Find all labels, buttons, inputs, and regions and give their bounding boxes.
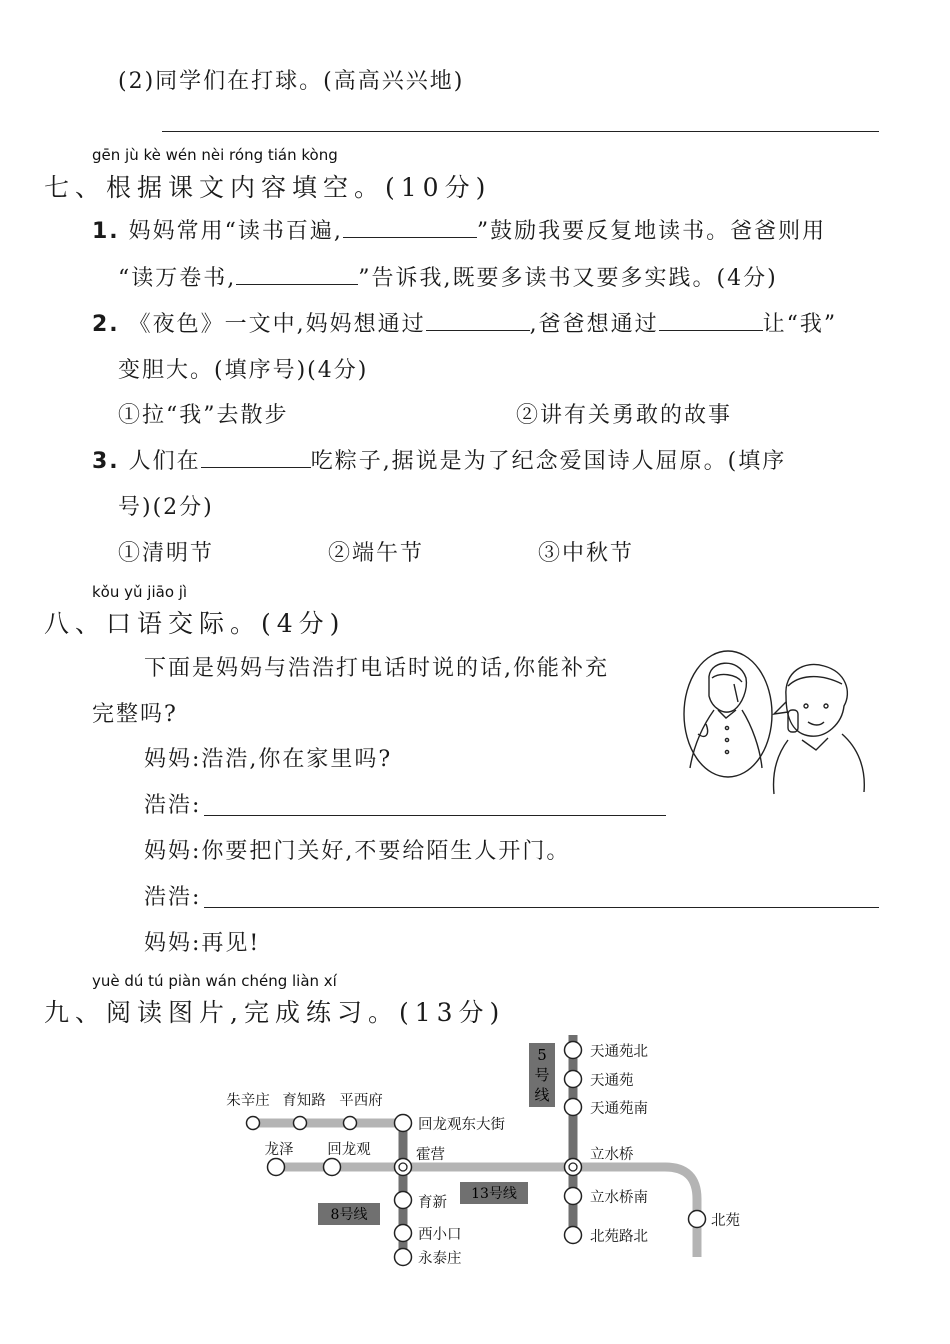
section7-title: 七、根据课文内容填空。(10分) [44, 173, 492, 202]
station-label-huilongguandongdajie: 回龙观东大街 [418, 1117, 505, 1133]
station-label-xixiaokou: 西小口 [418, 1227, 462, 1243]
station-label-yuxin: 育新 [418, 1195, 447, 1211]
station-label-lishuiqiao: 立水桥 [590, 1147, 634, 1163]
dialogue-mom-1: 妈妈:浩浩,你在家里吗? [144, 747, 393, 772]
line-5-label-3: 线 [534, 1086, 550, 1104]
station-huilongguandongdajie[interactable] [395, 1115, 412, 1132]
section7-pinyin: gēn jù kè wén nèi róng tián kòng [92, 146, 338, 164]
q1-text-a: 妈妈常用“读书百遍, [128, 219, 343, 244]
q3-option-1: ①清明节 [118, 541, 215, 566]
q3-number: 3. [92, 449, 120, 474]
q2-text-c: 让“我” [762, 312, 838, 337]
q3-option-3: ③中秋节 [538, 541, 635, 566]
q3-line1 [92, 444, 786, 475]
station-yuxin[interactable] [395, 1192, 412, 1209]
q3-text-a: 人们在 [128, 449, 201, 474]
station-longze[interactable] [268, 1159, 285, 1176]
station-huoying[interactable] [395, 1159, 412, 1176]
sentence-item-2: (2)同学们在打球。(高高兴兴地) [118, 69, 465, 94]
station-zhuxinzhuang[interactable] [247, 1117, 260, 1130]
q3-line2: 号)(2分) [118, 495, 214, 520]
q1-line2 [118, 261, 778, 292]
q1-text-d: ”告诉我,既要多读书又要多实践。(4分) [358, 266, 778, 291]
station-label-tiantongyuanbei: 天通苑北 [590, 1044, 648, 1060]
line-5-label-2: 号 [534, 1066, 550, 1084]
section9-title: 九、阅读图片,完成练习。(13分) [44, 998, 506, 1027]
dialogue-haohao-2: 浩浩: [144, 885, 202, 910]
q2-number: 2. [92, 312, 120, 337]
q3-blank[interactable] [201, 447, 311, 468]
station-lishuiqiao[interactable] [565, 1159, 582, 1176]
q2-option-1: ①拉“我”去散步 [118, 403, 289, 428]
answer-line-haohao-1[interactable] [204, 815, 666, 816]
q1-blank-2[interactable] [236, 264, 358, 285]
station-tiantongyuan[interactable] [565, 1071, 582, 1088]
q2-option-2: ②讲有关勇敢的故事 [516, 403, 733, 428]
station-label-tiantongyuan: 天通苑 [590, 1073, 634, 1089]
section9-pinyin: yuè dú tú piàn wán chéng liàn xí [92, 972, 337, 990]
q2-blank-2[interactable] [659, 310, 763, 331]
station-xixiaokou[interactable] [395, 1225, 412, 1242]
q2-line1 [92, 307, 837, 338]
q2-text-a: 《夜色》一文中,妈妈想通过 [128, 312, 426, 337]
dialogue-mom-2: 妈妈:你要把门关好,不要给陌生人开门。 [144, 839, 571, 864]
station-label-tiantongyuannan: 天通苑南 [590, 1101, 648, 1117]
line-5-label-1: 5 [537, 1046, 547, 1064]
q1-blank-1[interactable] [343, 217, 477, 238]
station-label-beiyuanlubei: 北苑路北 [590, 1229, 648, 1245]
q3-text-b: 吃粽子,据说是为了纪念爱国诗人屈原。(填序 [310, 449, 787, 474]
station-label-huilongguan: 回龙观 [327, 1142, 371, 1158]
station-huilongguan[interactable] [324, 1159, 341, 1176]
q2-line2: 变胆大。(填序号)(4分) [118, 358, 369, 383]
section8-intro-2: 完整吗? [92, 702, 178, 727]
answer-line-haohao-2[interactable] [204, 907, 879, 908]
dialogue-haohao-1: 浩浩: [144, 793, 202, 818]
q3-option-2: ②端午节 [328, 541, 425, 566]
line-8-label: 8号线 [330, 1207, 368, 1223]
station-label-longze: 龙泽 [264, 1142, 294, 1158]
station-label-zhuxinzhuang: 朱辛庄 [226, 1093, 270, 1109]
q2-blank-1[interactable] [426, 310, 530, 331]
phone-call-illustration [676, 644, 870, 796]
q1-line1 [92, 214, 826, 245]
answer-line-sentence-2[interactable] [162, 131, 879, 132]
station-label-huoying: 霍营 [416, 1147, 445, 1163]
q1-text-b: ”鼓励我要反复地读书。爸爸则用 [476, 219, 827, 244]
q1-text-c: “读万卷书, [118, 266, 237, 291]
station-tiantongyuannan[interactable] [565, 1099, 582, 1116]
line-13-label: 13号线 [471, 1186, 517, 1202]
station-tiantongyuanbei[interactable] [565, 1042, 582, 1059]
dialogue-mom-3: 妈妈:再见! [144, 931, 261, 956]
station-yongtaizhuang[interactable] [395, 1249, 412, 1266]
subway-map [0, 1025, 950, 1270]
section8-title: 八、口语交际。(4分) [44, 609, 346, 638]
station-label-pingxifu: 平西府 [339, 1093, 383, 1109]
station-pingxifu[interactable] [344, 1117, 357, 1130]
station-label-beiyuan: 北苑 [711, 1213, 740, 1229]
q2-text-b: ,爸爸想通过 [529, 312, 659, 337]
station-label-lishuiqiaonan: 立水桥南 [590, 1190, 648, 1206]
station-lishuiqiaonan[interactable] [565, 1188, 582, 1205]
station-label-yongtaizhuang: 永泰庄 [418, 1251, 462, 1267]
section8-pinyin: kǒu yǔ jiāo jì [92, 583, 188, 601]
station-beiyuanlubei[interactable] [565, 1227, 582, 1244]
station-beiyuan[interactable] [689, 1211, 706, 1228]
q1-number: 1. [92, 219, 120, 244]
station-label-yuzhilu: 育知路 [282, 1093, 326, 1109]
station-yuzhilu[interactable] [294, 1117, 307, 1130]
section8-intro-1: 下面是妈妈与浩浩打电话时说的话,你能补充 [144, 656, 609, 681]
